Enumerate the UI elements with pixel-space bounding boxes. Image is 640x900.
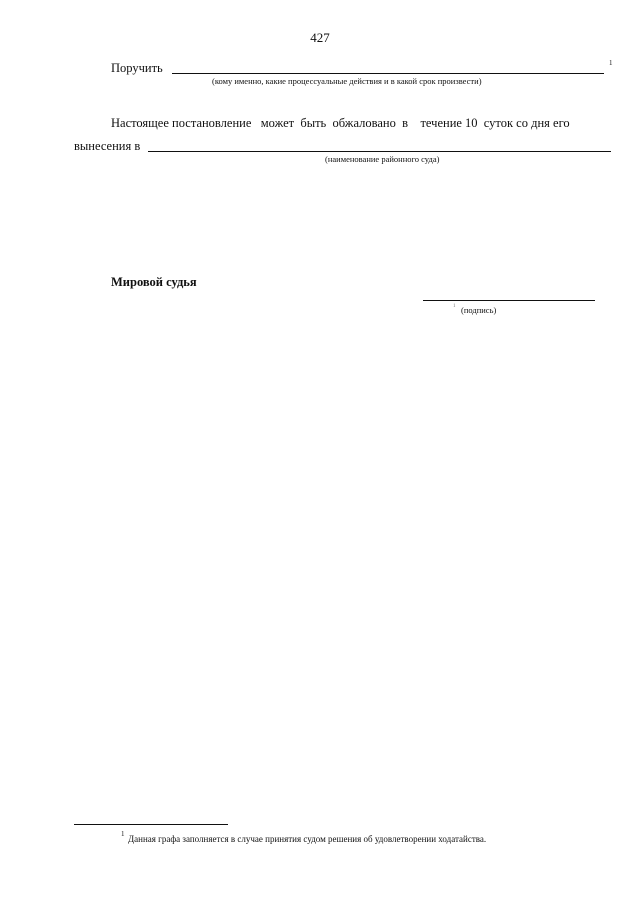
appeal-text-line2: вынесения в bbox=[74, 139, 141, 153]
signature-line bbox=[423, 300, 595, 301]
footnote-separator bbox=[74, 824, 228, 825]
court-name-hint: (наименование районного суда) bbox=[325, 154, 440, 164]
instruction-footnote-ref: 1 bbox=[609, 59, 613, 67]
footnote-text: Данная графа заполняется в случае принятия судом решения об удовлетворении ходатайства. bbox=[128, 834, 487, 844]
instruction-fill-line bbox=[172, 73, 604, 74]
instruction-hint: (кому именно, какие процессуальные действия и в какой срок произвести) bbox=[212, 76, 482, 86]
signature-hint: (подпись) bbox=[461, 305, 497, 315]
footnote-number: 1 bbox=[121, 830, 125, 838]
judge-label: Мировой судья bbox=[111, 275, 197, 289]
court-name-fill-line bbox=[148, 151, 611, 152]
page-number: 427 bbox=[310, 30, 330, 45]
instruction-label: Поручить bbox=[111, 61, 163, 75]
signature-mark: 1 bbox=[453, 304, 456, 309]
appeal-text-line1: Настоящее постановление может быть обжаловано в течение 10 суток со дня его bbox=[111, 116, 570, 130]
